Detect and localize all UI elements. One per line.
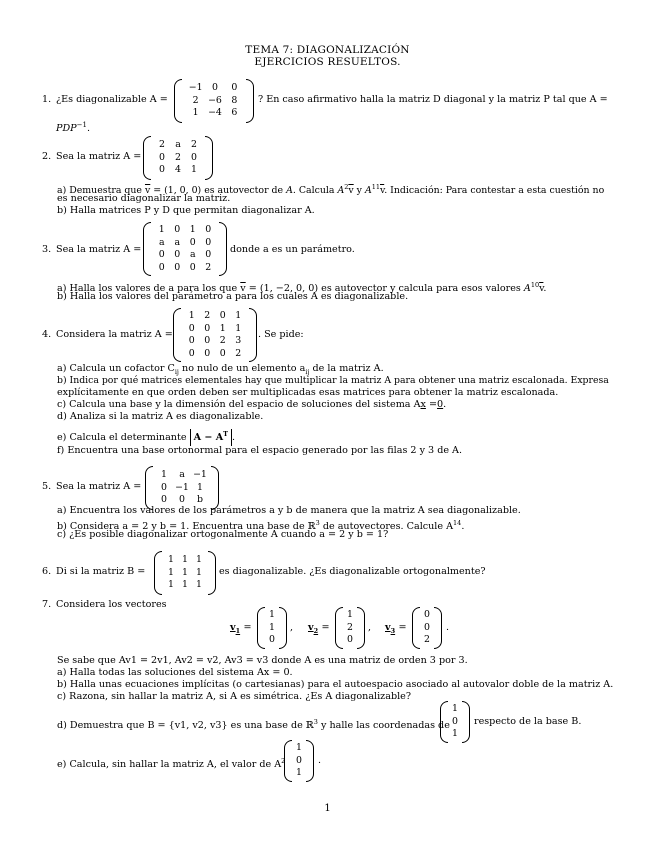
matrix-entry: 4 <box>175 164 181 175</box>
matrix-entry: 1 <box>182 579 188 590</box>
left-paren <box>143 136 151 180</box>
ex4-a: a) Calcula un cofactor $C_{ij}$ no nulo de un elemento $a_{ij}$ de la matriz A. <box>57 363 384 376</box>
v1-label: $v_1$ = <box>230 622 252 635</box>
matrix-entry: 0 <box>269 634 275 645</box>
right-paren <box>357 607 365 649</box>
ex6-matrix-grid <box>164 554 206 592</box>
matrix-entry: 0 <box>204 322 211 334</box>
left-paren <box>440 701 448 743</box>
ex5-c: c) ¿Es posible diagonalizar ortogonalmente A cuando a = 2 y b = 1? <box>57 529 389 540</box>
ex7-c: c) Razona, sin hallar la matriz A, si A es simétrica. ¿Es A diagonalizable? <box>57 691 411 702</box>
ex4-number: 4. <box>42 329 52 340</box>
matrix-entry: 2 <box>205 261 212 273</box>
ex7-d: d) Demuestra que B = {v1, v2, v3} es una base de ℝ$^3$ y halle las coordenadas de <box>57 718 450 732</box>
ex2-b: b) Halla matrices P y D que permitan diagonalizar A. <box>57 205 315 216</box>
matrix-entry: 2 <box>235 347 242 359</box>
matrix-entry: 1 <box>158 224 165 235</box>
matrix-entry: 2 <box>159 139 165 150</box>
ex5-a: a) Encuentra los valores de los parámetros a y b de manera que la matriz A sea diagonalizable. <box>57 505 521 516</box>
matrix-entry: 0 <box>174 261 181 273</box>
matrix-entry: 1 <box>269 621 275 633</box>
v3-vector <box>412 607 442 649</box>
right-paren <box>462 701 470 743</box>
matrix-entry: 0 <box>188 322 195 334</box>
matrix-entry: 0 <box>424 609 430 620</box>
ex2-a-line2: es necesario diagonalizar la matriz. <box>57 193 231 204</box>
ex4-f: f) Encuentra una base ortonormal para el espacio generado por las filas 2 y 3 de A. <box>57 445 463 456</box>
matrix-entry: −1 <box>175 481 189 493</box>
ex7-d-tail: respecto de la base B. <box>474 716 582 727</box>
matrix-entry: 1 <box>161 469 167 480</box>
matrix-entry: 0 <box>347 634 353 645</box>
ex7-d-vector <box>440 701 470 743</box>
matrix-entry: 1 <box>192 107 199 118</box>
page-title: TEMA 7: DIAGONALIZACIÓN <box>245 44 410 56</box>
ex1-text-before: ¿Es diagonalizable A = <box>56 94 168 105</box>
matrix-entry: a <box>174 236 181 248</box>
matrix-entry: 0 <box>159 164 165 175</box>
right-paren <box>249 308 257 362</box>
ex4-after-matrix: . Se pide: <box>258 329 304 340</box>
matrix-entry: 1 <box>296 742 302 753</box>
ex3-after-matrix: donde a es un parámetro. <box>230 244 355 255</box>
ex7-e-vector <box>284 740 314 782</box>
right-paren <box>219 222 227 276</box>
matrix-entry: 0 <box>189 261 196 273</box>
matrix-entry: 2 <box>424 634 430 645</box>
matrix-entry: 2 <box>175 151 181 163</box>
ex2-intro: Sea la matriz A = <box>56 151 142 162</box>
page-number: 1 <box>324 803 331 814</box>
left-paren <box>257 607 265 649</box>
v3-grid <box>420 609 434 647</box>
matrix-entry: 2 <box>347 621 353 633</box>
matrix-entry: b <box>196 494 203 505</box>
matrix-entry: 1 <box>197 481 203 493</box>
ex3-matrix-grid <box>154 224 216 274</box>
left-paren <box>145 466 153 510</box>
right-paren <box>211 466 219 510</box>
ex1-number: 1. <box>42 94 52 105</box>
ex2-a-line1: a) Demuestra que $\overline{v} = (1$, 0, 0) es autovector de A. Calcula $A^2\overline{v}$ y $A^{11}\overline{v}$. Indicación: Para contestar a esta cuestión no <box>57 183 605 197</box>
ex6-after-matrix: es diagonalizable. ¿Es diagonalizable ortogonalmente? <box>219 566 486 577</box>
sep-1: , <box>290 622 294 633</box>
matrix-entry: −4 <box>208 107 222 118</box>
matrix-entry: a <box>179 469 185 480</box>
matrix-entry: 1 <box>196 579 202 590</box>
ex4-b-line1: b) Indica por qué matrices elementales hay que multiplicar la matriz A para obtener una matriz escalonada. Expresa <box>57 375 609 386</box>
matrix-entry: 1 <box>191 164 197 175</box>
ex2-matrix-grid <box>154 139 202 177</box>
matrix-entry: 0 <box>296 754 302 766</box>
ex1-continuation: $PDP^{-1}$. <box>56 121 90 135</box>
determinant-bars: $A - A^T$ <box>190 429 232 446</box>
matrix-entry: 1 <box>452 703 458 714</box>
matrix-entry: 2 <box>192 94 199 106</box>
page-subtitle: EJERCICIOS RESUELTOS. <box>254 56 401 68</box>
ex3-intro: Sea la matriz A = <box>56 244 142 255</box>
matrix-entry: −6 <box>208 94 222 106</box>
ex5-number: 5. <box>42 481 52 492</box>
ex4-e: e) Calcula el determinante $A - A^T$ . <box>57 428 235 444</box>
matrix-entry: 2 <box>219 335 226 346</box>
ex1-matrix-grid <box>186 82 244 120</box>
right-paren <box>434 607 442 649</box>
matrix-entry: 0 <box>205 249 212 260</box>
matrix-entry: 0 <box>231 82 238 93</box>
matrix-entry: 0 <box>189 236 196 248</box>
right-paren <box>205 136 213 180</box>
matrix-entry: 0 <box>424 621 430 633</box>
ex7-e: e) Calcula, sin hallar la matriz A, el valor de $A^2$ <box>57 757 286 771</box>
matrix-entry: 0 <box>219 347 226 359</box>
ex3-matrix <box>143 222 227 276</box>
ex1-matrix <box>174 79 254 123</box>
sep-2: , <box>368 622 372 633</box>
matrix-entry: a <box>158 236 165 248</box>
v1-vector <box>257 607 287 649</box>
ex6-matrix <box>154 551 216 595</box>
matrix-entry: 1 <box>452 728 458 739</box>
ex7-number: 7. <box>42 599 52 610</box>
matrix-entry: 1 <box>182 554 188 565</box>
left-paren <box>154 551 162 595</box>
ex7-known: Se sabe que Av1 = 2v1, Av2 = v2, Av3 = v3 donde A es una matriz de orden 3 por 3. <box>57 655 468 666</box>
matrix-entry: 3 <box>235 335 242 346</box>
matrix-entry: −1 <box>193 469 207 480</box>
left-paren <box>284 740 292 782</box>
left-paren <box>412 607 420 649</box>
matrix-entry: 0 <box>205 224 212 235</box>
right-paren <box>208 551 216 595</box>
ex4-intro: Considera la matriz A = <box>56 329 173 340</box>
ex4-b-line2: explícitamente en que orden deben ser multiplicadas esas matrices para obtener la matriz escalonada. <box>57 387 559 398</box>
ex5-matrix <box>145 466 219 510</box>
matrix-entry: a <box>175 139 181 150</box>
ex7-a: a) Halla todas las soluciones del sistema Ax = 0. <box>57 667 293 678</box>
ex7-e-end: . <box>318 755 322 766</box>
matrix-entry: 0 <box>212 82 218 93</box>
right-paren <box>306 740 314 782</box>
matrix-entry: 1 <box>269 609 275 620</box>
v2-label: $v_2$ = <box>308 622 330 635</box>
ex4-d: d) Analiza si la matriz A es diagonalizable. <box>57 411 264 422</box>
v3-label: $v_3$ = <box>385 622 407 635</box>
matrix-entry: 1 <box>188 310 195 321</box>
right-paren <box>246 79 254 123</box>
ex6-number: 6. <box>42 566 52 577</box>
ex5-b: b) Considera a = 2 y b = 1. Encuentra una base de ℝ$^3$ de autovectores. Calcule $A^{14}$. <box>57 519 465 533</box>
ex4-matrix-grid <box>184 310 246 360</box>
matrix-entry: 0 <box>179 494 185 505</box>
ex6-intro: Di si la matriz B = <box>56 566 146 577</box>
matrix-entry: 1 <box>168 554 174 565</box>
matrix-entry: 1 <box>196 566 202 578</box>
ex3-b: b) Halla los valores del parámetro a para los cuales A es diagonalizable. <box>57 291 409 302</box>
matrix-entry: 6 <box>231 107 238 118</box>
vectors-end: . <box>446 622 450 633</box>
ex5-intro: Sea la matriz A = <box>56 481 142 492</box>
matrix-entry: 0 <box>161 481 167 493</box>
ex3-a: a) Halla los valores de a para los que $\overline{v} = (1$, −2, 0, 0) es autovector y calcula para esos valores $A^{10}\overline{v}$. <box>57 281 547 295</box>
ex4-matrix <box>173 308 257 362</box>
matrix-entry: 1 <box>182 566 188 578</box>
ex7-intro: Considera los vectores <box>56 599 167 610</box>
matrix-entry: 1 <box>296 767 302 778</box>
right-paren <box>279 607 287 649</box>
matrix-entry: 0 <box>204 347 211 359</box>
ex7-e-vector-grid <box>292 742 306 780</box>
left-paren <box>174 79 182 123</box>
matrix-entry: 0 <box>219 310 226 321</box>
matrix-entry: 0 <box>188 335 195 346</box>
matrix-entry: 0 <box>161 494 167 505</box>
matrix-entry: 0 <box>191 151 197 163</box>
matrix-entry: 2 <box>204 310 211 321</box>
matrix-entry: 1 <box>189 224 196 235</box>
matrix-entry: 1 <box>219 322 226 334</box>
matrix-entry: 1 <box>196 554 202 565</box>
ex3-number: 3. <box>42 244 52 255</box>
matrix-entry: 1 <box>347 609 353 620</box>
matrix-entry: 8 <box>231 94 238 106</box>
left-paren <box>173 308 181 362</box>
matrix-entry: 0 <box>204 335 211 346</box>
matrix-entry: 0 <box>158 261 165 273</box>
ex1-text-after: ? En caso afirmativo halla la matriz D diagonal y la matriz P tal que A = <box>258 94 608 105</box>
ex2-number: 2. <box>42 151 52 162</box>
matrix-entry: 2 <box>191 139 197 150</box>
ex2-matrix <box>143 136 213 180</box>
matrix-entry: 0 <box>188 347 195 359</box>
left-paren <box>143 222 151 276</box>
matrix-entry: 1 <box>235 322 242 334</box>
ex7-b: b) Halla unas ecuaciones implícitas (o cartesianas) para el autoespacio asociado al autovalor doble de la matriz A. <box>57 679 614 690</box>
matrix-entry: 0 <box>452 715 458 727</box>
v2-grid <box>343 609 357 647</box>
ex4-c: c) Calcula una base y la dimensión del espacio de soluciones del sistema Ax =0. <box>57 399 447 410</box>
matrix-entry: 0 <box>158 249 165 260</box>
matrix-entry: 0 <box>174 224 181 235</box>
matrix-entry: 1 <box>235 310 242 321</box>
left-paren <box>335 607 343 649</box>
matrix-entry: 1 <box>168 566 174 578</box>
ex5-matrix-grid <box>155 469 209 507</box>
matrix-entry: a <box>189 249 196 260</box>
ex7-d-vector-grid <box>448 703 462 741</box>
matrix-entry: 1 <box>168 579 174 590</box>
matrix-entry: 0 <box>159 151 165 163</box>
v1-grid <box>265 609 279 647</box>
matrix-entry: 0 <box>174 249 181 260</box>
matrix-entry: 0 <box>205 236 212 248</box>
matrix-entry: −1 <box>188 82 203 93</box>
v2-vector <box>335 607 365 649</box>
